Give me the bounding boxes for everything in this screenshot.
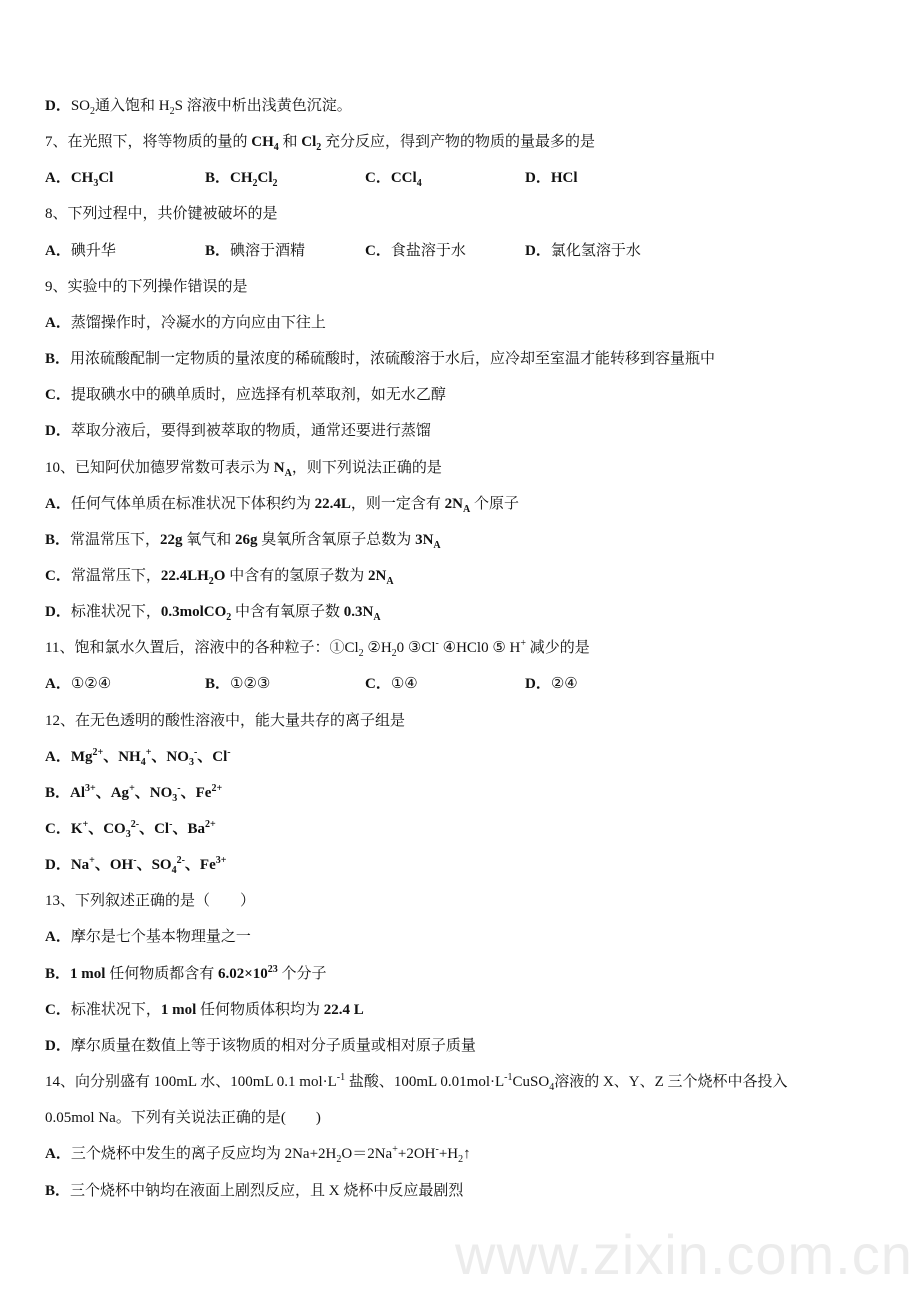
text-run: 摩尔是七个基本物理量之一 xyxy=(70,929,251,946)
text-run: SO xyxy=(70,98,91,114)
text-line xyxy=(45,566,394,586)
text-run: N xyxy=(273,459,285,476)
text-run: 任何物质都含有 xyxy=(105,965,218,982)
subscript: 3 xyxy=(93,178,99,190)
text-run: ①②④ xyxy=(70,676,112,693)
answer-option xyxy=(525,168,578,188)
subscript: 2 xyxy=(336,1154,342,1166)
text-run: ②④ xyxy=(550,676,578,693)
superscript: - xyxy=(169,819,173,830)
text-line xyxy=(45,711,405,731)
text-run: 1 mol xyxy=(70,965,106,982)
text-run: 14、向分别盛有 100mL 水、100mL 0.1 mol·L xyxy=(45,1074,337,1091)
text-run: B． xyxy=(45,1182,71,1199)
answer-option xyxy=(205,241,305,261)
text-run: 提取碘水中的碘单质时，应选择有机萃取剂，如无水乙醇 xyxy=(70,387,446,404)
text-run: 0.05mol Na。下列有关说法正确的是( ) xyxy=(45,1110,321,1127)
text-run: 7、在光照下，将等物质的量的 xyxy=(45,134,252,151)
text-run: Cl xyxy=(301,134,317,151)
text-line xyxy=(45,277,248,297)
superscript: - xyxy=(193,746,198,758)
subscript: 4 xyxy=(171,865,177,877)
text-run: 22.4L xyxy=(314,495,351,512)
subscript: 2 xyxy=(458,1154,464,1166)
text-run: 通入饱和 H xyxy=(95,98,170,114)
superscript: + xyxy=(82,819,89,830)
text-run: 6.02×10 xyxy=(217,965,268,982)
text-line xyxy=(45,530,441,550)
subscript: 2 xyxy=(169,106,175,117)
text-run: 、Fe xyxy=(184,857,216,874)
text-run: ②H xyxy=(363,640,392,657)
text-run: D． xyxy=(45,604,71,621)
superscript: 2+ xyxy=(204,819,216,830)
text-run: 用浓硫酸配制一定物质的量浓度的稀硫酸时，浓硫酸溶于水后，应冷却至室温才能转移到容量瓶中 xyxy=(70,351,716,368)
answer-option xyxy=(45,674,111,694)
text-run: D． xyxy=(45,1037,71,1054)
text-run: Cl xyxy=(257,170,273,187)
text-run: 臭氧所含氧原子总数为 xyxy=(257,531,416,548)
text-run: B． xyxy=(45,965,71,982)
text-run: CH xyxy=(70,170,94,187)
subscript: A xyxy=(433,539,441,551)
superscript: + xyxy=(392,1144,398,1156)
text-run: 盐酸、100mL 0.01mol·L xyxy=(345,1074,505,1091)
text-line xyxy=(45,1036,476,1056)
text-run: ①④ xyxy=(390,676,418,693)
text-run: S 溶液中析出浅黄色沉淀。 xyxy=(174,98,352,114)
text-run: A． xyxy=(45,314,71,331)
text-run: 22g xyxy=(160,531,183,548)
text-run: B．Al xyxy=(45,784,86,801)
superscript: - xyxy=(133,855,137,867)
text-run: 个分子 xyxy=(277,965,327,982)
text-run: 、Cl xyxy=(139,821,170,837)
subscript: A xyxy=(373,612,381,624)
text-line xyxy=(45,96,352,116)
text-run: O xyxy=(213,567,226,584)
subscript: 4 xyxy=(140,756,146,768)
text-run: B． xyxy=(45,531,71,548)
text-run: 、NO xyxy=(151,748,189,765)
text-run: A． xyxy=(45,242,71,259)
text-run: ↑ xyxy=(463,1146,471,1163)
text-line xyxy=(45,421,431,441)
text-run: 摩尔质量在数值上等于该物质的相对分子质量或相对原子质量 xyxy=(70,1037,476,1054)
answer-option xyxy=(525,241,641,261)
text-run: +H xyxy=(438,1146,459,1163)
subscript: A xyxy=(462,503,471,515)
subscript: 2 xyxy=(391,648,397,660)
text-run: 、Ba xyxy=(172,821,205,837)
text-line xyxy=(45,1144,471,1164)
text-run: B． xyxy=(45,351,71,368)
text-run: 10、已知阿伏加德罗常数可表示为 xyxy=(45,459,274,476)
superscript: 2+ xyxy=(211,782,223,794)
subscript: 2 xyxy=(208,575,214,587)
text-run: A．Mg xyxy=(45,748,93,765)
text-run: 氯化氢溶于水 xyxy=(550,242,641,259)
text-run: B． xyxy=(205,170,231,187)
answer-options-row xyxy=(45,674,845,694)
text-run: C．K xyxy=(45,821,83,837)
text-run: D． xyxy=(525,242,551,259)
subscript: 2 xyxy=(358,648,364,660)
text-run: C． xyxy=(45,387,71,404)
text-line xyxy=(45,819,216,839)
text-run: A． xyxy=(45,676,71,693)
text-run: D． xyxy=(45,98,71,114)
text-run: 1 mol xyxy=(160,1001,197,1018)
text-run: D． xyxy=(525,676,551,693)
text-run: 个原子 xyxy=(470,495,519,512)
text-run: 2N xyxy=(367,567,387,584)
text-line xyxy=(45,313,326,333)
text-run: 三个烧杯中发生的离子反应均为 2Na+2H xyxy=(70,1146,337,1163)
superscript: 2- xyxy=(176,855,185,867)
text-run: 碘升华 xyxy=(70,242,116,259)
subscript: 2 xyxy=(226,612,232,624)
text-run: 萃取分液后，要得到被萃取的物质，通常还要进行蒸馏 xyxy=(70,423,431,440)
answer-option xyxy=(365,168,422,188)
superscript: + xyxy=(89,855,95,867)
subscript: A xyxy=(386,575,394,587)
text-run: A． xyxy=(45,170,71,187)
text-line xyxy=(45,132,595,152)
text-run: CH xyxy=(251,134,274,151)
text-run: 8、下列过程中，共价键被破坏的是 xyxy=(45,206,278,223)
text-line xyxy=(45,783,222,803)
superscript: - xyxy=(435,1144,439,1156)
text-line xyxy=(45,458,442,478)
superscript: - xyxy=(435,638,439,650)
text-run: 、NO xyxy=(134,784,173,801)
subscript: 3 xyxy=(172,792,178,804)
text-line xyxy=(45,1000,364,1020)
superscript: - xyxy=(227,746,231,758)
text-run: A． xyxy=(45,1146,71,1163)
text-run: ，则一定含有 xyxy=(350,495,445,512)
text-run: CCl xyxy=(390,170,417,187)
text-run: 13、下列叙述正确的是（ ） xyxy=(45,893,256,910)
subscript: 2 xyxy=(316,142,322,154)
text-run: 常温常压下， xyxy=(70,567,161,584)
text-run: 11、饱和氯水久置后，溶液中的各种粒子：①Cl xyxy=(45,640,359,657)
subscript: 2 xyxy=(90,106,96,117)
text-run: ④HCl0 ⑤ H xyxy=(438,640,521,657)
superscript: -1 xyxy=(336,1072,346,1084)
text-run: 溶液的 X、Y、Z 三个烧杯中各投入 xyxy=(554,1074,788,1091)
text-run: 3N xyxy=(415,531,434,548)
superscript: 23 xyxy=(267,963,278,975)
watermark: www.zixin.com.cn xyxy=(455,1223,913,1286)
text-run: 碘溶于酒精 xyxy=(230,242,306,259)
text-line xyxy=(45,927,251,947)
text-run: D． xyxy=(45,423,71,440)
answer-option xyxy=(205,674,270,694)
text-run: 标准状况下， xyxy=(70,1001,161,1018)
text-run: 、Ag xyxy=(95,784,130,801)
text-run: Cl xyxy=(98,170,114,187)
text-run: 0 ③Cl xyxy=(396,640,436,657)
subscript: 2 xyxy=(252,178,258,190)
text-run: 22.4LH xyxy=(160,567,209,584)
text-run: 蒸馏操作时，冷凝水的方向应由下往上 xyxy=(70,314,326,331)
text-run: 减少的是 xyxy=(526,640,590,657)
text-line xyxy=(45,1072,788,1092)
superscript: + xyxy=(520,638,526,650)
text-run: 、SO xyxy=(136,857,172,874)
text-line xyxy=(45,1181,463,1201)
answer-options-row xyxy=(45,241,845,261)
superscript: - xyxy=(177,782,181,794)
text-line xyxy=(45,638,590,658)
text-line xyxy=(45,602,381,622)
subscript: 2 xyxy=(272,178,278,190)
subscript: 4 xyxy=(416,178,422,190)
text-run: C． xyxy=(45,567,71,584)
text-run: 常温常压下， xyxy=(70,531,161,548)
answer-option xyxy=(525,674,578,694)
superscript: 2- xyxy=(130,819,140,830)
text-line xyxy=(45,964,327,984)
text-run: 9、实验中的下列操作错误的是 xyxy=(45,278,248,295)
answer-option xyxy=(45,168,113,188)
text-run: C． xyxy=(365,676,391,693)
text-line xyxy=(45,494,519,514)
text-line xyxy=(45,891,255,911)
text-run: D．Na xyxy=(45,857,90,874)
answer-option xyxy=(205,168,278,188)
text-run: +2OH xyxy=(397,1146,436,1163)
text-run: CH xyxy=(230,170,253,187)
superscript: 2+ xyxy=(92,746,104,758)
text-run: B． xyxy=(205,242,231,259)
answer-option xyxy=(365,674,418,694)
text-run: C． xyxy=(365,242,391,259)
subscript: A xyxy=(284,467,292,479)
answer-options-row xyxy=(45,168,845,188)
text-run: 、Fe xyxy=(180,784,212,801)
text-run: 食盐溶于水 xyxy=(390,242,466,259)
subscript: 3 xyxy=(188,756,194,768)
text-run: 26g xyxy=(235,531,258,548)
text-line xyxy=(45,385,446,405)
answer-option xyxy=(45,241,116,261)
text-run: 12、在无色透明的酸性溶液中，能大量共存的离子组是 xyxy=(45,712,406,729)
text-run: 、Cl xyxy=(197,748,228,765)
text-run: 氧气和 xyxy=(182,531,236,548)
text-run: 和 xyxy=(278,134,302,151)
text-run: 22.4 L xyxy=(323,1001,364,1018)
text-run: A． xyxy=(45,929,71,946)
superscript: 3+ xyxy=(215,855,227,867)
text-run: ①②③ xyxy=(230,676,271,693)
text-line xyxy=(45,855,226,875)
subscript: 3 xyxy=(125,829,131,840)
text-run: 中含有的氢原子数为 xyxy=(225,567,368,584)
text-run: 标准状况下， xyxy=(70,604,161,621)
text-line xyxy=(45,204,278,224)
text-run: D． xyxy=(525,170,551,187)
text-run: 、NH xyxy=(103,748,141,765)
superscript: -1 xyxy=(504,1072,513,1084)
text-run: A． xyxy=(45,495,71,512)
text-run: HCl xyxy=(550,170,578,187)
superscript: + xyxy=(145,746,152,758)
text-run: 、OH xyxy=(94,857,134,874)
superscript: 3+ xyxy=(85,782,96,794)
text-run: B． xyxy=(205,676,231,693)
subscript: 4 xyxy=(549,1082,555,1094)
text-line xyxy=(45,747,231,767)
text-run: 三个烧杯中钠均在液面上剧烈反应，且 X 烧杯中反应最剧烈 xyxy=(70,1182,464,1199)
answer-option xyxy=(365,241,466,261)
text-run: 任何气体单质在标准状况下体积约为 xyxy=(70,495,315,512)
text-run: 任何物质体积均为 xyxy=(196,1001,324,1018)
subscript: 4 xyxy=(273,142,279,154)
text-run: C． xyxy=(365,170,391,187)
text-line xyxy=(45,1108,321,1128)
text-run: 2N xyxy=(444,495,463,512)
text-run: 0.3N xyxy=(343,604,374,621)
text-line xyxy=(45,349,715,369)
text-run: C． xyxy=(45,1001,71,1018)
text-run: 充分反应，得到产物的物质的量最多的是 xyxy=(321,134,596,151)
text-run: 中含有氧原子数 xyxy=(231,604,344,621)
text-run: O＝2Na xyxy=(341,1146,393,1163)
text-run: 0.3molCO xyxy=(160,604,227,621)
superscript: + xyxy=(129,782,135,794)
text-run: CuSO xyxy=(512,1074,550,1091)
text-run: ，则下列说法正确的是 xyxy=(291,459,442,476)
text-run: 、CO xyxy=(88,821,126,837)
